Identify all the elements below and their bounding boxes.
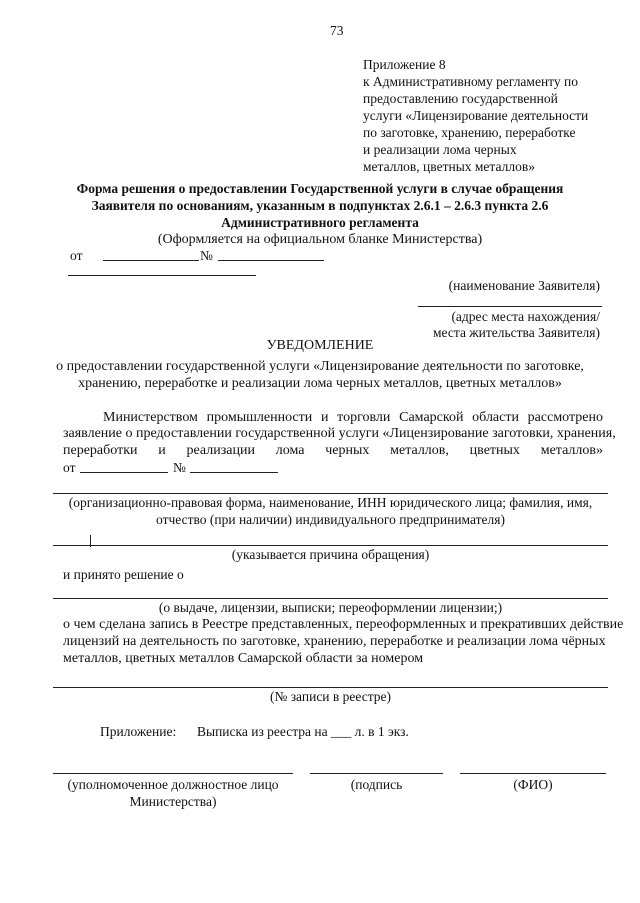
body-line-3: переработки и реализации лома черных металлов, цветных металлов» — [63, 443, 603, 458]
name-line — [460, 773, 606, 774]
appendix-title: Приложение 8 — [363, 57, 446, 72]
official-caption-1: (уполномоченное должностное лицо — [67, 777, 279, 792]
heading-note: (Оформляется на официальном бланке Министерства) — [157, 232, 483, 247]
number-label: № — [200, 248, 213, 263]
heading-line: Заявителя по основаниям, указанным в подпунктах 2.6.1 – 2.6.3 пункта 2.6 — [91, 198, 549, 213]
body-number-line — [190, 472, 278, 473]
appendix-block — [363, 56, 623, 175]
body-from-label: от — [63, 460, 76, 475]
notice-title: УВЕДОМЛЕНИЕ — [266, 338, 374, 353]
body-line-2: заявление о предоставлении государственной услуги «Лицензирование заготовки, хранения, — [63, 426, 616, 441]
address-caption-1: (адрес места нахождения/ — [451, 309, 600, 324]
body-line-1: Министерством промышленности и торговли Самарской области рассмотрено — [103, 410, 603, 425]
body-date-line — [80, 472, 168, 473]
signature-caption: (подпись — [350, 777, 403, 792]
notice-subtitle-2: хранению, переработке и реализации лома черных металлов, цветных металлов» — [78, 376, 562, 391]
heading-line: Форма решения о предоставлении Государственной услуги в случае обращения — [76, 181, 564, 196]
reason-caption: (указывается причина обращения) — [231, 547, 430, 562]
address-caption-2: места жительства Заявителя) — [433, 325, 600, 340]
registry-line-2: лицензий на деятельность по заготовке, хранению, переработке и реализации лома чёрных — [63, 634, 606, 649]
date-line — [103, 260, 199, 261]
appendix-line: к Административному регламенту по — [363, 74, 579, 89]
name-caption: (ФИО) — [513, 777, 553, 792]
appendix-line: по заготовке, хранению, переработке — [363, 125, 576, 140]
blank-line — [68, 275, 256, 276]
heading-line: Административного регламента — [221, 215, 419, 230]
org-caption-2: отчество (при наличии) индивидуального предпринимателя) — [156, 512, 505, 527]
org-caption-1: (организационно-правовая форма, наименование, ИНН юридического лица; фамилия, имя, — [68, 495, 593, 510]
attachment-text: Выписка из реестра на ___ л. в 1 экз. — [197, 724, 409, 739]
date-from-label: от — [70, 248, 83, 263]
applicant-address-line — [418, 306, 602, 307]
body-number-label: № — [173, 460, 186, 475]
registry-line-1: о чем сделана запись в Реестре представленных, переоформленных и прекративших действие — [63, 617, 624, 632]
number-line — [218, 260, 324, 261]
decision-label: и принято решение о — [63, 567, 184, 582]
decision-caption: (о выдаче, лицензии, выписки; переоформлении лицензии;) — [158, 600, 503, 615]
official-caption-2: Министерства) — [129, 794, 217, 809]
applicant-name-caption: (наименование Заявителя) — [448, 278, 600, 293]
official-line — [53, 773, 293, 774]
appendix-line: предоставлению государственной — [363, 91, 558, 106]
appendix-line: и реализации лома черных — [363, 142, 517, 157]
signature-line — [310, 773, 443, 774]
registry-line-3: металлов, цветных металлов Самарской области за номером — [63, 651, 424, 666]
page-number: 73 — [330, 23, 344, 38]
appendix-line: металлов, цветных металлов» — [363, 159, 535, 174]
appendix-line: услуги «Лицензирование деятельности — [363, 108, 589, 123]
form-heading — [40, 180, 600, 231]
notice-subtitle-1: о предоставлении государственной услуги «Лицензирование деятельности по заготовке, — [56, 359, 584, 374]
record-caption: (№ записи в реестре) — [269, 689, 392, 704]
attachment-label: Приложение: — [100, 724, 177, 739]
